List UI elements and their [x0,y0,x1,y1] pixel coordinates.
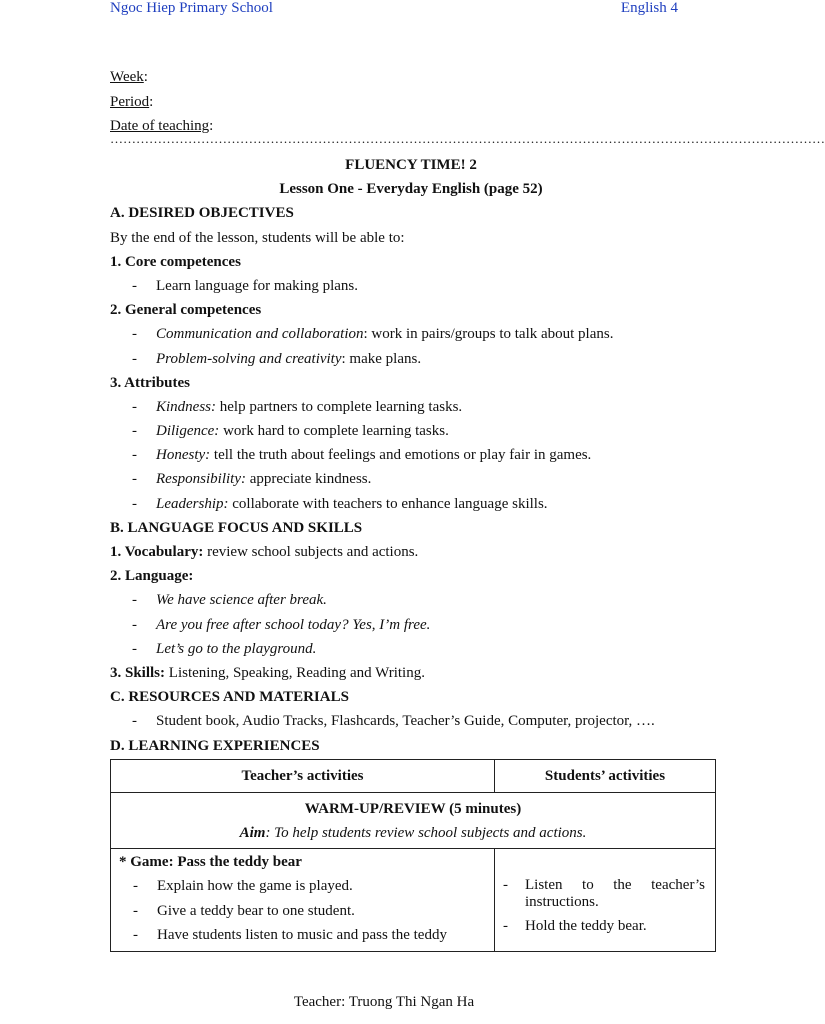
page-header [110,0,678,18]
meta-period: Period: [110,93,154,110]
student-activity-item: - Hold the teddy bear. [503,918,647,934]
attribute-item: - Responsibility: appreciate kindness. [132,471,372,488]
meta-period-label: Period [110,93,150,110]
students-activities-header: Students’ activities [495,760,716,793]
core-item: - Learn language for making plans. [132,277,359,294]
students-activities-cell [495,849,716,952]
subject-name: English 4 [620,0,678,16]
warm-up-stage [111,793,716,849]
attribute-item: - Kindness: help partners to complete learning tasks. [132,398,463,415]
meta-week-label: Week [110,69,144,85]
stage-title: WARM-UP/REVIEW (5 minutes) [304,801,522,817]
meta-date: Date of teaching: [110,118,214,134]
teacher-activities-cell [111,849,495,952]
lesson-plan-body [110,156,712,761]
language-item: - Are you free after school today? Yes, I’m free. [132,616,431,633]
meta-date-label: Date of teaching [110,118,210,134]
section-a-heading: A. DESIRED OBJECTIVES [110,205,294,222]
objectives-intro: By the end of the lesson, students will be able to: [110,229,405,246]
table-header-row [111,760,716,793]
section-b-heading: B. LANGUAGE FOCUS AND SKILLS [110,519,363,536]
meta-week: Week: [110,69,148,85]
section-d-heading: D. LEARNING EXPERIENCES [110,737,320,754]
resource-item: - Student book, Audio Tracks, Flashcards, Teacher’s Guide, Computer, projector, …. [132,713,655,730]
attribute-item: - Honesty: tell the truth about feelings and emotions or play fair in games. [132,447,592,464]
student-activity-item: - Listen to the teacher’s instructions. [503,877,705,910]
vocabulary-line: 1. Vocabulary: review school subjects and actions. [110,544,419,560]
teacher-activity-item: - Give a teddy bear to one student. [133,902,355,919]
teacher-activity-item: - Explain how the game is played. [133,878,353,894]
language-item: - We have science after break. [132,592,327,609]
attribute-item: - Diligence: work hard to complete learning tasks. [132,423,449,440]
general-competences-heading: 2. General competences [110,302,262,319]
teacher-activity-item: - Have students listen to music and pass the teddy [133,927,447,943]
dotted-separator: ………………………………………………………………………………………………………………………………………………… [110,131,825,146]
language-heading: 2. Language: [110,568,194,585]
attribute-item: - Leadership: collaborate with teachers to enhance language skills. [132,495,548,512]
game-title: * Game: Pass the teddy bear [119,854,302,870]
table-row [111,793,716,849]
core-competences-heading: 1. Core competences [110,253,241,270]
teacher-activities-header: Teacher’s activities [111,760,495,793]
language-item: - Let’s go to the playground. [132,640,317,657]
section-c-heading: C. RESOURCES AND MATERIALS [110,689,349,706]
general-item: - Problem-solving and creativity: make plans. [132,350,422,367]
stage-aim: Aim: To help students review school subjects and actions. [239,825,587,841]
page-footer: Teacher: Truong Thi Ngan Ha [293,994,475,1010]
lesson-title: FLUENCY TIME! 2 [345,157,477,173]
skills-line: 3. Skills: Listening, Speaking, Reading and Writing. [110,664,425,681]
lesson-subtitle: Lesson One - Everyday English (page 52) [279,181,543,198]
school-name: Ngoc Hiep Primary School [110,0,273,16]
table-row [111,849,716,952]
general-item: - Communication and collaboration: work in pairs/groups to talk about plans. [132,326,614,343]
learning-experiences-table [110,759,716,952]
attributes-heading: 3. Attributes [110,374,190,391]
